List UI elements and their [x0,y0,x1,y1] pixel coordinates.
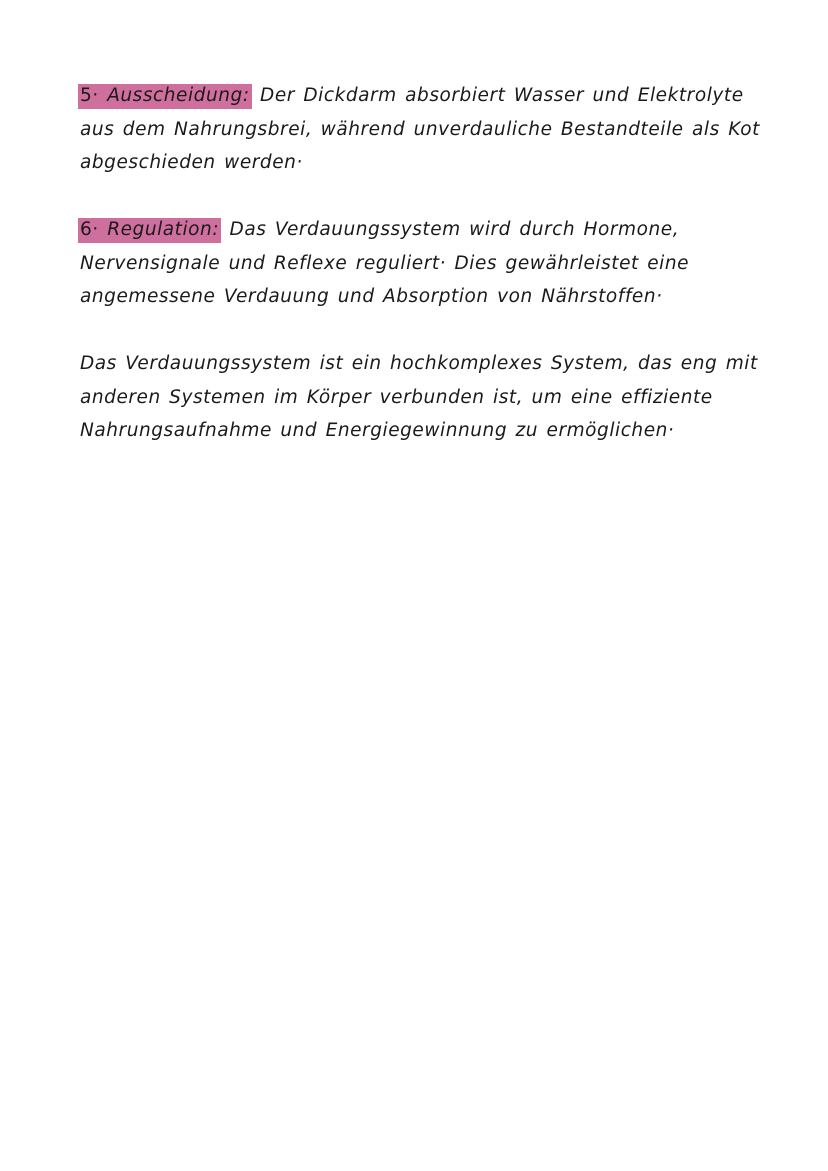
paragraph-line [80,213,740,247]
highlighted-heading [78,218,221,243]
heading-label: Ausscheidung: [107,85,250,106]
body-text: Der Dickdarm absorbiert Wasser und Elektrolyte [260,85,744,106]
body-text: Das Verdauungssystem wird durch Hormone, [229,219,680,240]
paragraph-line: angemessene Verdauung und Absorption von Nährstoffen· [80,286,663,307]
heading-number: 5· [80,85,99,106]
heading-number: 6· [80,219,99,240]
paragraph-line: abgeschieden werden· [80,152,303,173]
paragraph-ausscheidung [80,79,760,180]
paragraph-line: aus dem Nahrungsbrei, während unverdauliche Bestandteile als Kot [80,118,760,140]
paragraph-line: Das Verdauungssystem ist ein hochkomplexes System, das eng mit [80,353,758,374]
paragraph-line: Nahrungsaufnahme und Energiegewinnung zu ermöglichen· [80,420,675,441]
paragraph-line: anderen Systemen im Körper verbunden ist, um eine effiziente [80,386,713,408]
paragraph-line: Nervensignale und Reflexe reguliert· Dies gewährleistet eine [80,252,690,274]
paragraph-line [80,79,744,113]
highlighted-heading [78,84,252,109]
heading-label: Regulation: [107,219,220,240]
paragraph-conclusion [80,347,758,448]
paragraph-regulation [80,213,740,314]
